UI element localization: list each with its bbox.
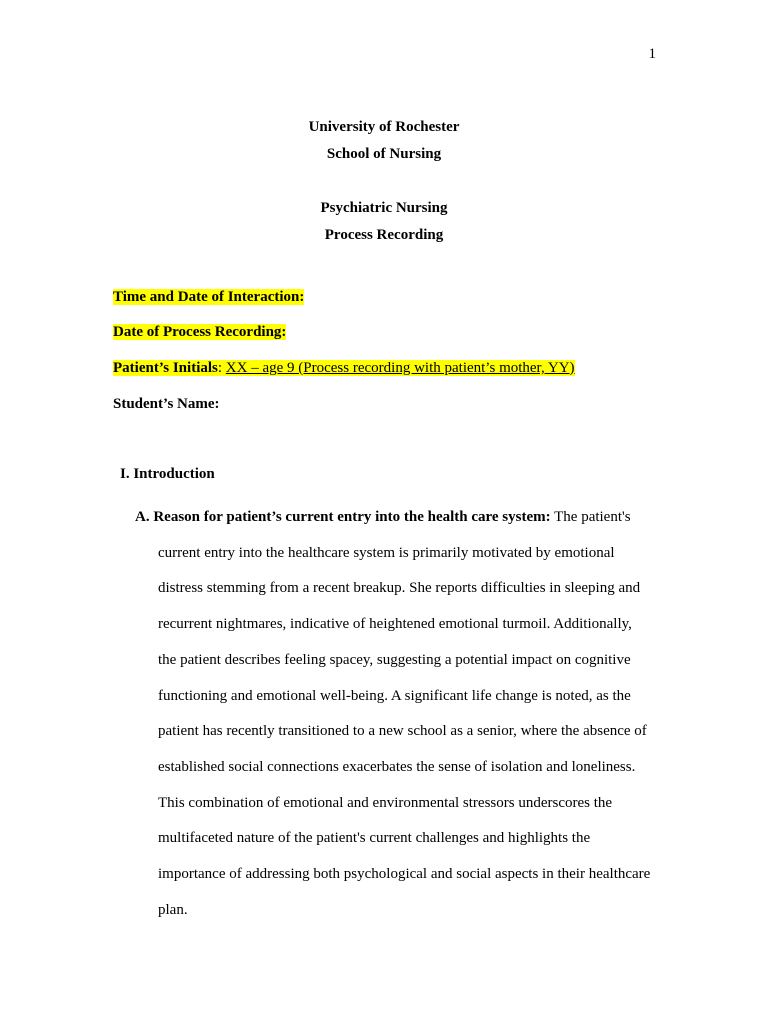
reason-line: recurrent nightmares, indicative of heightened emotional turmoil. Additionally, [158, 616, 632, 633]
reason-line: patient has recently transitioned to a new school as a senior, where the absence of [158, 723, 647, 740]
reason-line: established social connections exacerbates the sense of isolation and loneliness. [158, 758, 636, 775]
patient-initials-separator: : [217, 360, 226, 376]
process-date-field [113, 322, 286, 342]
reason-line: functioning and emotional well-being. A significant life change is noted, as the [158, 687, 631, 704]
school-title: School of Nursing [326, 146, 442, 162]
university-title: University of Rochester [308, 119, 460, 135]
reason-label: A. Reason for patient’s current entry into the health care system: [135, 509, 551, 525]
process-date-label: Date of Process Recording: [113, 324, 287, 340]
reason-line: The patient's [550, 509, 631, 525]
reason-line: This combination of emotional and environmental stressors underscores the [158, 794, 613, 811]
patient-initials-label: Patient’s Initials [113, 360, 218, 376]
patient-initials-field [113, 358, 575, 378]
document-type-title: Process Recording [324, 227, 444, 243]
introduction-heading: I. Introduction [120, 466, 215, 482]
reason-line-first [135, 500, 658, 536]
reason-line: the patient describes feeling spacey, suggesting a potential impact on cognitive [158, 651, 631, 668]
patient-initials-value: XX – age 9 (Process recording with patient’s mother, YY) [225, 360, 575, 376]
reason-line: plan. [158, 901, 188, 918]
reason-paragraph [135, 500, 658, 928]
student-name-field [113, 394, 220, 414]
reason-line: current entry into the healthcare system is primarily motivated by emotional [158, 544, 615, 561]
page-number: 1 [648, 46, 656, 62]
time-date-field [113, 287, 304, 307]
reason-line: importance of addressing both psychological and social aspects in their healthcare [158, 866, 651, 883]
time-date-label: Time and Date of Interaction: [113, 289, 305, 305]
student-name-label: Student’s Name: [113, 396, 220, 412]
reason-line: distress stemming from a recent breakup. She reports difficulties in sleeping and [158, 580, 641, 597]
reason-line: multifaceted nature of the patient's current challenges and highlights the [158, 830, 591, 847]
course-title: Psychiatric Nursing [320, 200, 448, 216]
